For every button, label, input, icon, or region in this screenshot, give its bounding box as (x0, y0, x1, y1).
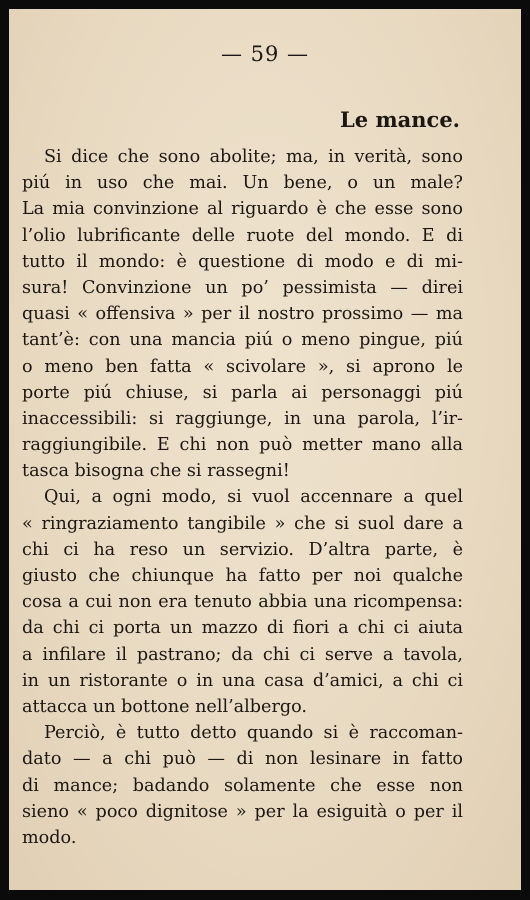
text-line: o meno ben fatta « scivolare », si aprono le (22, 356, 463, 377)
text-line: l’olio lubrificante delle ruote del mondo. E di (22, 225, 463, 246)
text-line: cosa a cui non era tenuto abbia una ricompensa: (22, 592, 463, 613)
text-line: Perciò, è tutto detto quando si è raccoman- (44, 723, 463, 744)
text-line: piú in uso che mai. Un bene, o un male? (22, 173, 463, 194)
text-line: tutto il mondo: è questione di modo e di mi- (22, 251, 463, 272)
text-line: inaccessibili: si raggiunge, in una parola, l’ir- (22, 408, 463, 429)
book-page (9, 9, 521, 890)
text-line: tant’è: con una mancia piú o meno pingue, piú (22, 330, 463, 351)
text-line: attacca un bottone nell’albergo. (22, 696, 308, 717)
text-line: sieno « poco dignitose » per la esiguità o per il (22, 801, 463, 822)
text-line: raggiungibile. E chi non può metter mano alla (22, 435, 463, 456)
text-line: giusto che chiunque ha fatto per noi qualche (22, 566, 463, 586)
text-line: Qui, a ogni modo, si vuol accennare a quel (44, 487, 463, 508)
text-line: Si dice che sono abolite; ma, in verità, sono (44, 147, 463, 167)
text-line: di mance; badando solamente che esse non (22, 775, 463, 796)
text-line: chi ci ha reso un servizio. D’altra parte, è (22, 539, 463, 560)
text-line: modo. (22, 827, 77, 848)
page-number: — 59 — (220, 42, 310, 66)
text-line: da chi ci porta un mazzo di fiori a chi ci aiuta (22, 618, 463, 639)
body-text (22, 144, 463, 851)
text-line: tasca bisogna che si rassegni! (22, 461, 290, 482)
text-line: quasi « offensiva » per il nostro prossimo — ma (22, 304, 463, 325)
text-line: sura! Convinzione un po’ pessimista — direi (22, 277, 463, 298)
text-line: « ringraziamento tangibile » che si suol dare a (22, 513, 463, 534)
text-line: in un ristorante o in una casa d’amici, a chi ci (22, 670, 463, 691)
text-line: porte piú chiuse, si parla ai personaggi piú (22, 382, 463, 403)
text-line: dato — a chi può — di non lesinare in fatto (22, 749, 463, 770)
text-line: a infilare il pastrano; da chi ci serve a tavola, (22, 644, 463, 665)
text-line: La mia convinzione al riguardo è che esse sono (22, 199, 463, 220)
chapter-title: Le mance. (340, 107, 460, 132)
